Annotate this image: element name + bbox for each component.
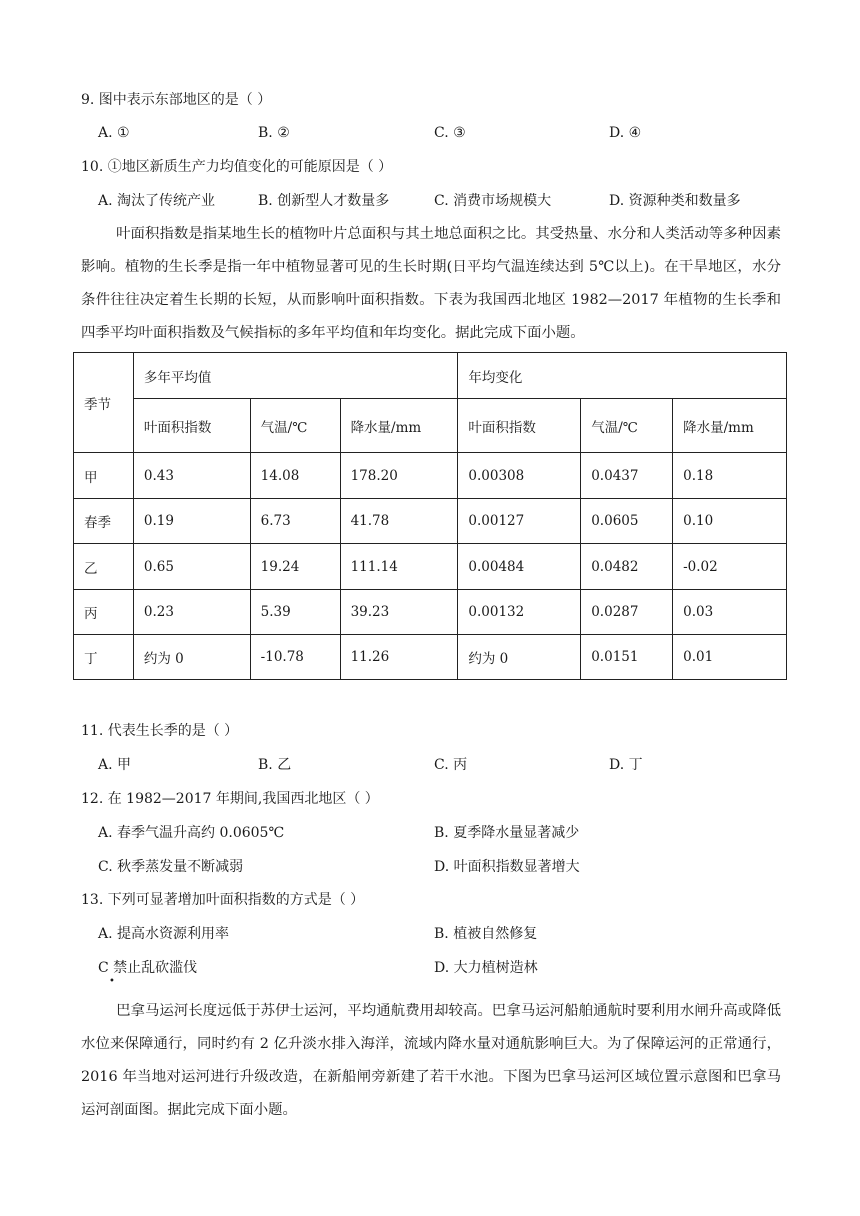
table-cell: 春季 bbox=[74, 499, 134, 544]
table-row bbox=[74, 453, 787, 499]
question-10-option-c: C. 消费市场规模大 bbox=[434, 193, 552, 209]
table-cell: 5.39 bbox=[250, 590, 340, 635]
multi-year-average-header: 多年平均值 bbox=[133, 353, 458, 399]
table-cell: 约为 0 bbox=[133, 635, 250, 680]
question-13-option-d: D. 大力植树造林 bbox=[434, 960, 538, 976]
question-12-option-d: D. 叶面积指数显著增大 bbox=[434, 859, 580, 875]
subheader-cell: 叶面积指数 bbox=[458, 399, 581, 453]
question-11-option-d: D. 丁 bbox=[609, 757, 643, 773]
subheader-cell: 降水量/mm bbox=[673, 399, 787, 453]
question-12-option-c: C. 秋季蒸发量不断减弱 bbox=[98, 859, 244, 875]
table-cell: 111.14 bbox=[340, 544, 458, 590]
question-9-option-d: D. ④ bbox=[609, 125, 642, 141]
table-header-row bbox=[74, 353, 787, 399]
subheader-cell: 气温/℃ bbox=[250, 399, 340, 453]
table-cell: 0.00484 bbox=[458, 544, 581, 590]
question-12-stem: 12. 在 1982—2017 年期间,我国西北地区（ ） bbox=[81, 791, 379, 807]
question-13-stem: 13. 下列可显著增加叶面积指数的方式是（ ） bbox=[81, 892, 365, 908]
table-cell: 0.0151 bbox=[581, 635, 673, 680]
annual-change-header: 年均变化 bbox=[458, 353, 787, 399]
passage-panama-canal bbox=[81, 995, 781, 1127]
table-cell: 0.18 bbox=[673, 453, 787, 499]
question-12-option-a: A. 春季气温升高约 0.0605℃ bbox=[98, 825, 285, 841]
table-cell: 0.0287 bbox=[581, 590, 673, 635]
passage-leaf-area-index-text: 叶面积指数是指某地生长的植物叶片总面积与其土地总面积之比。其受热量、水分和人类活动等多种因素影响。植物的生长季是指一年中植物显著可见的生长时期(日平均气温连续达到 5℃以上)。在干旱地区，水分条件往往决定着生长期的长短，从而影响叶面积指数。下表为我国西北地区 1982—2017 年植物的生长季和四季平均叶面积指数及气候指标的多年平均值和年均变化。据此完成下面小题。 bbox=[81, 226, 781, 341]
table-cell: 0.00127 bbox=[458, 499, 581, 544]
table-cell: -10.78 bbox=[250, 635, 340, 680]
question-9-option-a: A. ① bbox=[98, 125, 130, 141]
question-11-stem: 11. 代表生长季的是（ ） bbox=[81, 723, 239, 739]
question-9-option-b: B. ② bbox=[258, 125, 290, 141]
table-cell: 0.0437 bbox=[581, 453, 673, 499]
question-9-option-c: C. ③ bbox=[434, 125, 466, 141]
table-cell: 14.08 bbox=[250, 453, 340, 499]
season-header: 季节 bbox=[74, 353, 134, 453]
table-cell: 41.78 bbox=[340, 499, 458, 544]
subheader-cell: 气温/℃ bbox=[581, 399, 673, 453]
subheader-cell: 叶面积指数 bbox=[133, 399, 250, 453]
question-12-option-b: B. 夏季降水量显著减少 bbox=[434, 825, 580, 841]
question-10-stem: 10. ①地区新质生产力均值变化的可能原因是（ ） bbox=[81, 159, 393, 175]
question-13-option-c: C 禁止乱砍滥伐 bbox=[98, 960, 198, 976]
table-cell: 0.0482 bbox=[581, 544, 673, 590]
question-11-option-b: B. 乙 bbox=[258, 757, 292, 773]
table-cell: 0.23 bbox=[133, 590, 250, 635]
table-row bbox=[74, 590, 787, 635]
subheader-cell: 降水量/mm bbox=[340, 399, 458, 453]
question-11-option-a: A. 甲 bbox=[98, 757, 132, 773]
table-cell: 178.20 bbox=[340, 453, 458, 499]
table-row bbox=[74, 635, 787, 680]
table-row bbox=[74, 499, 787, 544]
table-cell: 0.19 bbox=[133, 499, 250, 544]
table-cell: 0.00308 bbox=[458, 453, 581, 499]
table-cell: 乙 bbox=[74, 544, 134, 590]
question-13-option-a: A. 提高水资源利用率 bbox=[98, 926, 230, 942]
table-cell: 0.03 bbox=[673, 590, 787, 635]
table-cell: -0.02 bbox=[673, 544, 787, 590]
climate-data-table bbox=[73, 352, 787, 680]
table-cell: 丙 bbox=[74, 590, 134, 635]
table-cell: 0.43 bbox=[133, 453, 250, 499]
table-cell: 0.10 bbox=[673, 499, 787, 544]
table-cell: 19.24 bbox=[250, 544, 340, 590]
table-cell: 丁 bbox=[74, 635, 134, 680]
passage-panama-canal-text: 巴拿马运河长度远低于苏伊士运河，平均通航费用却较高。巴拿马运河船舶通航时要利用水闸升高或降低水位来保障通行，同时约有 2 亿升淡水排入海洋，流域内降水量对通航影响巨大。为了保障运河的正常通行，2016 年当地对运河进行升级改造，在新船闸旁新建了若干水池。下图为巴拿马运河区域位置示意图和巴拿马运河剖面图。据此完成下面小题。 bbox=[81, 1003, 781, 1118]
table-cell: 0.0605 bbox=[581, 499, 673, 544]
table-cell: 约为 0 bbox=[458, 635, 581, 680]
table-row bbox=[74, 544, 787, 590]
table-subheader-row bbox=[74, 399, 787, 453]
table-cell: 0.00132 bbox=[458, 590, 581, 635]
question-10-option-d: D. 资源种类和数量多 bbox=[609, 193, 741, 209]
table-cell: 11.26 bbox=[340, 635, 458, 680]
stray-dot-mark: • bbox=[109, 976, 115, 987]
table-cell: 39.23 bbox=[340, 590, 458, 635]
table-cell: 0.65 bbox=[133, 544, 250, 590]
passage-leaf-area-index bbox=[81, 218, 781, 350]
question-11-option-c: C. 丙 bbox=[434, 757, 468, 773]
question-9-stem: 9. 图中表示东部地区的是（ ） bbox=[81, 92, 272, 108]
table-cell: 0.01 bbox=[673, 635, 787, 680]
table-cell: 甲 bbox=[74, 453, 134, 499]
question-10-option-a: A. 淘汰了传统产业 bbox=[98, 193, 216, 209]
question-13-option-b: B. 植被自然修复 bbox=[434, 926, 538, 942]
table-cell: 6.73 bbox=[250, 499, 340, 544]
question-10-option-b: B. 创新型人才数量多 bbox=[258, 193, 390, 209]
